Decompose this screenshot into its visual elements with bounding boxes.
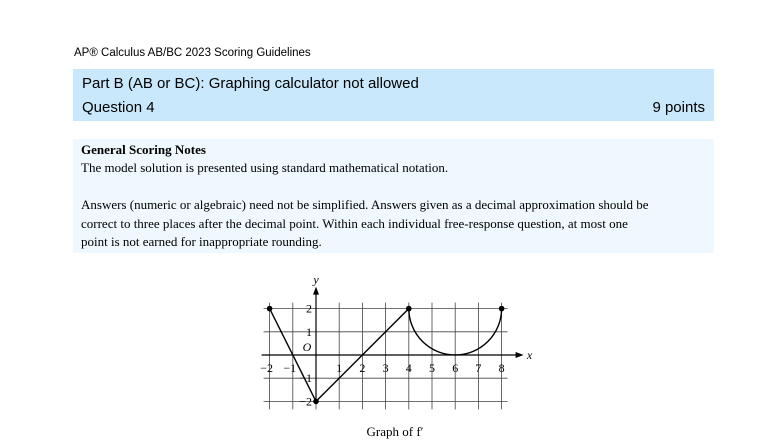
x-tick-label: 4 [405, 361, 412, 375]
endpoint-dot [267, 306, 273, 312]
labels [260, 273, 533, 409]
origin-label: O [302, 340, 312, 354]
question-label: Question 4 [82, 99, 155, 116]
y-tick-label: −1 [299, 371, 312, 386]
x-tick-label: −1 [283, 361, 297, 375]
notes-paragraph-1: The model solution is presented using standard mathematical notation. [81, 160, 449, 175]
y-tick-label: −2 [299, 394, 312, 409]
x-axis-arrow [516, 352, 524, 358]
y-axis-label: y [313, 272, 319, 287]
y-axis-arrow [313, 287, 319, 295]
grid [264, 303, 508, 410]
part-title: Part B (AB or BC): Graphing calculator not allowed [82, 75, 419, 92]
notes-line: correct to three places after the decimal point. Within each individual free-response question, at most one [81, 215, 628, 231]
part-banner [73, 69, 714, 121]
notes-line: Answers (numeric or algebraic) need not be simplified. Answers given as a decimal approximation should be [81, 197, 649, 212]
notes-heading: General Scoring Notes [81, 142, 206, 157]
notes-line: point is not earned for inappropriate rounding. [81, 234, 322, 249]
document-header: AP® Calculus AB/BC 2023 Scoring Guidelines [74, 47, 311, 59]
x-tick-label: 3 [382, 361, 389, 375]
x-tick-label: 7 [475, 361, 482, 375]
graph-caption: Graph of f′ [366, 424, 424, 439]
endpoint-dot [406, 306, 412, 312]
y-tick-label: 1 [306, 324, 312, 339]
x-tick-label: 8 [498, 361, 505, 375]
graph-of-f-prime [250, 272, 540, 440]
notes-paragraph-2 [81, 196, 706, 252]
x-tick-label: −2 [260, 361, 273, 375]
scoring-notes [73, 139, 714, 253]
x-axis-label: x [526, 348, 533, 362]
x-tick-label: 5 [429, 361, 435, 375]
points-label: 9 points [652, 99, 705, 116]
y-tick-label: 2 [306, 301, 312, 316]
endpoint-dot [499, 306, 505, 312]
x-tick-label: 1 [336, 361, 343, 375]
endpoint-dot [313, 399, 319, 405]
x-tick-label: 6 [452, 361, 459, 375]
x-tick-label: 2 [359, 361, 366, 375]
